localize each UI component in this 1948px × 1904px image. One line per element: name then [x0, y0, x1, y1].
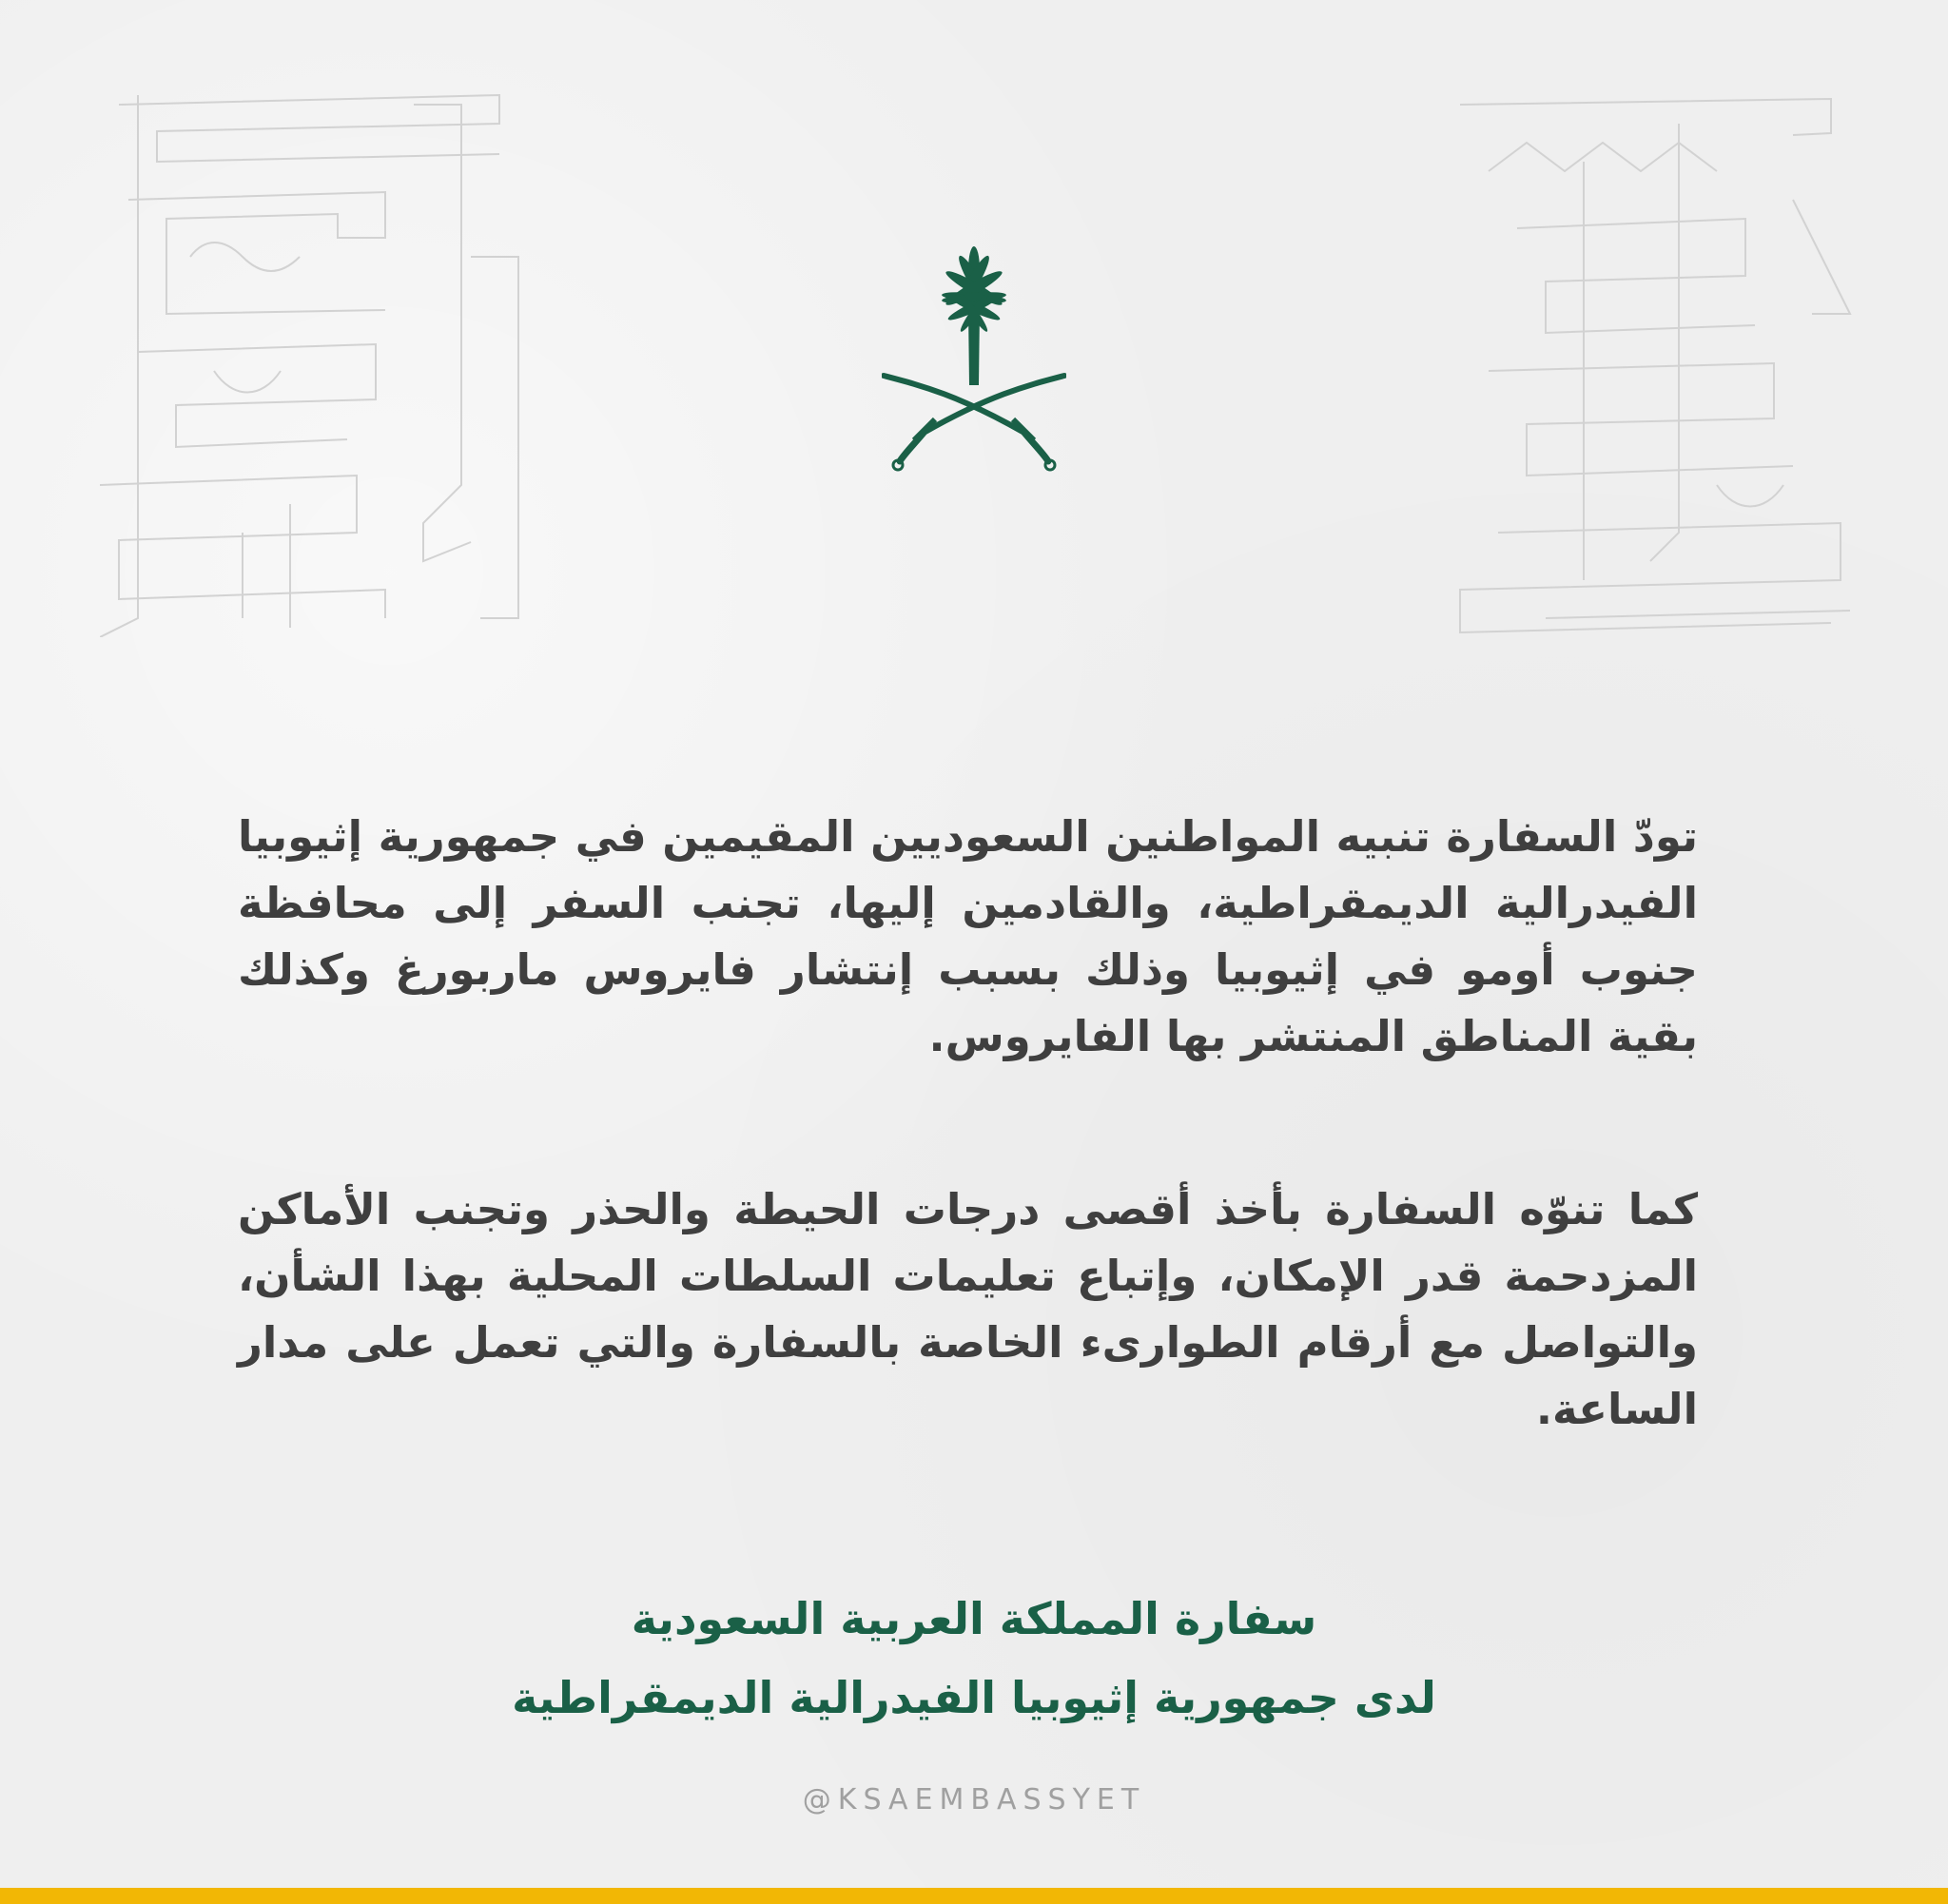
palm-tree-crossed-swords-icon — [882, 243, 1066, 476]
paragraph-precautions — [238, 1176, 1698, 1443]
social-handle: @KSAEMBASSYET — [802, 1783, 1146, 1817]
signature-country: لدى جمهورية إثيوبيا الفيدرالية الديمقراطية — [512, 1672, 1436, 1723]
calligraphy-outline-right — [1432, 86, 1869, 637]
bottom-accent-bar — [0, 1888, 1948, 1904]
signature-embassy-name: سفارة المملكة العربية السعودية — [631, 1593, 1317, 1644]
paragraph-travel-warning — [238, 804, 1698, 1070]
calligraphy-outline-left — [100, 86, 537, 637]
paragraph-text: كما تنوّه السفارة بأخذ أقصى درجات الحيطة والحذر وتجنب الأماكن المزدحمة قدر الإمكان، وإتباع تعليمات السلطات المحلية بهذا الشأن، والتواصل مع أرقام الطوارىء الخاصة بالسفارة والتي تعمل على مدار الساعة. — [238, 1184, 1698, 1434]
paragraph-text: تودّ السفارة تنبيه المواطنين السعوديين المقيمين في جمهورية إثيوبيا الفيدرالية الديمقراطية، والقادمين إليها، تجنب السفر إلى محافظة جنوب أومو في إثيوبيا وذلك بسبب إنتشار فايروس ماربورغ وكذلك بقية المناطق المنتشر بها الفايروس. — [238, 811, 1698, 1061]
